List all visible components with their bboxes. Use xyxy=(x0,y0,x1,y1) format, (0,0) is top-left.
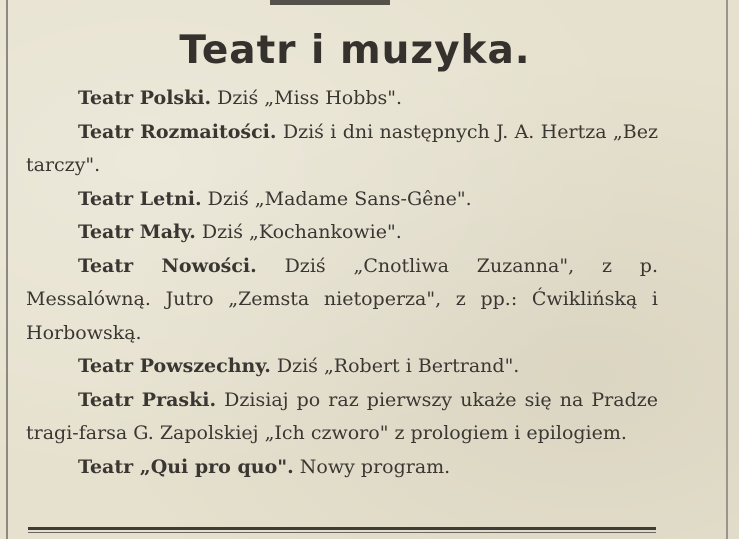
entry-text: Dziś „Kochankowie". xyxy=(195,221,402,243)
entry-text: Dziś „Miss Hobbs". xyxy=(211,87,403,109)
venue-name: Teatr „Qui pro quo". xyxy=(78,455,294,478)
section-heading: Teatr i muzyka. xyxy=(179,28,531,73)
article-column xyxy=(26,24,658,484)
venue-name: Teatr Letni. xyxy=(78,187,202,210)
entry-teatr-polski xyxy=(26,82,658,116)
entry-teatr-nowosci xyxy=(26,250,658,351)
entry-text: Dzisiaj po raz pierwszy ukaże się na Pradze tragi-farsa G. Zapolskiej „Ich czworo" z prologiem i epilogiem. xyxy=(26,388,659,444)
entry-text: Dziś „Madame Sans-Gêne". xyxy=(201,187,472,210)
venue-name: Teatr Nowości. xyxy=(78,254,257,277)
right-column-rule xyxy=(726,0,728,539)
entry-text: Nowy program. xyxy=(293,455,451,478)
bottom-divider-rule xyxy=(28,527,656,530)
venue-name: Teatr Praski. xyxy=(78,388,217,411)
entry-text: Dziś i dni następnych J. A. Hertza „Bez tarczy". xyxy=(26,120,658,176)
top-divider-bar xyxy=(270,0,390,5)
left-column-rule xyxy=(6,0,8,539)
entry-teatr-qui-pro-quo xyxy=(26,451,658,485)
entry-teatr-letni xyxy=(26,183,658,217)
entry-text: Dziś „Robert i Bertrand". xyxy=(270,355,520,377)
venue-name: Teatr Polski. xyxy=(78,87,212,109)
entry-text: Dziś „Cnotliwa Zuzanna", z p. Messalówną. Jutro „Zemsta nietoperza", z pp.: Ćwiklińską i Horbowską. xyxy=(26,254,658,344)
venue-name: Teatr Rozmaitości. xyxy=(78,120,277,143)
entry-teatr-powszechny xyxy=(26,350,658,384)
venue-name: Teatr Powszechny. xyxy=(78,355,271,377)
entry-teatr-rozmaitosci xyxy=(26,116,658,183)
entry-teatr-maly xyxy=(26,216,658,250)
bottom-divider-rule-thin xyxy=(28,532,656,533)
venue-name: Teatr Mały. xyxy=(78,221,196,243)
entry-teatr-praski xyxy=(26,384,658,451)
